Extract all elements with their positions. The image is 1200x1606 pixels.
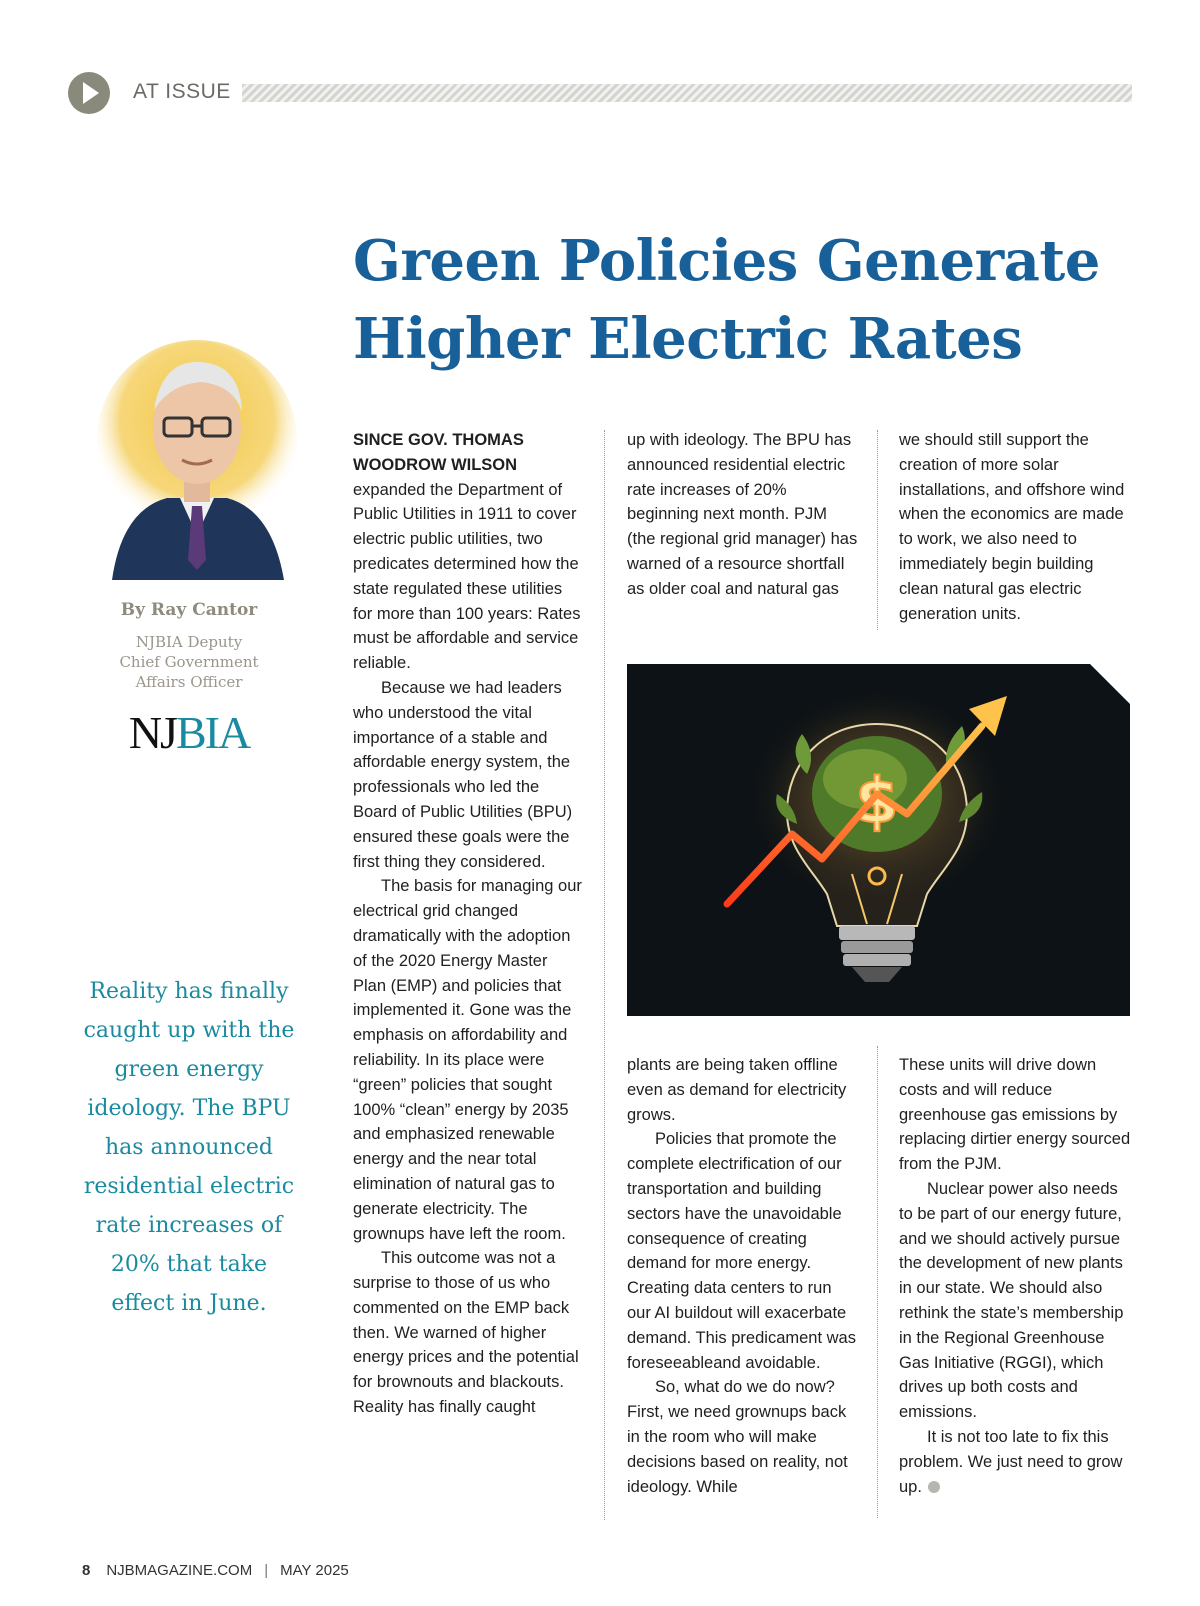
end-of-article-icon xyxy=(928,1481,940,1493)
article-headline xyxy=(353,222,1133,378)
paragraph: This outcome was not a surprise to those of us who commented on the EMP back then. We warned of higher energy prices and the potential for brownouts and blackouts. Reality has finally caught xyxy=(353,1249,579,1417)
footer-separator: | xyxy=(264,1562,269,1579)
paragraph: The basis for managing our electrical grid changed dramatically with the adoption of the 2020 Energy Master Plan (EMP) and policies that implemented it. Gone was the emphasis on affordability and reliability. In its place were “green” policies that sought 100% “clean” energy by 2035 and emphasized renewable energy and the near total elimination of natural gas to generate electricity. The grownups have left the room. xyxy=(353,877,582,1243)
column-rule xyxy=(604,430,605,1520)
magazine-site: NJBMAGAZINE.COM xyxy=(106,1562,253,1579)
article-column-2-bottom xyxy=(627,1053,859,1499)
article-column-3-top xyxy=(899,428,1131,626)
pull-quote: Reality has finally caught up with the green energy ideology. The BPU has announced residential electric rate increases of 20% that take effect in June. xyxy=(83,979,295,1316)
author-title-line: Chief Government xyxy=(119,653,259,671)
paragraph: These units will drive down costs and will reduce greenhouse gas emissions by replacing dirtier energy sourced from the PJM. xyxy=(899,1056,1131,1174)
section-divider-bar xyxy=(242,84,1132,102)
author-title-line: Affairs Officer xyxy=(135,673,243,691)
author-portrait-illustration xyxy=(92,330,302,580)
article-column-1 xyxy=(353,428,585,1420)
paragraph: It is not too late to fix this problem. We just need to grow up. xyxy=(899,1427,1123,1496)
paragraph: up with ideology. The BPU has announced residential electric rate increases of 20% beginning next month. PJM (the regional grid manager) has warned of a resource shortfall as older coal and natural gas xyxy=(627,431,858,598)
paragraph: expanded the Department of Public Utilities in 1911 to cover electric public utilities, two predicates determined how the state regulated these utilities for more than 100 years: Rates must be affordable and service reliable. xyxy=(353,480,581,673)
logo-nj: NJ xyxy=(128,707,176,758)
section-label: AT ISSUE xyxy=(133,80,231,103)
article-column-2-top xyxy=(627,428,859,602)
author-byline: By Ray Cantor xyxy=(120,600,258,620)
page-number: 8 xyxy=(82,1562,91,1579)
article-lead-in: SINCE GOV. THOMAS WOODROW WILSON xyxy=(353,431,524,474)
svg-text:$: $ xyxy=(855,764,899,837)
paragraph: So, what do we do now? First, we need grownups back in the room who will make decisions based on reality, not ideology. While xyxy=(627,1378,848,1496)
headline-line-2: Higher Electric Rates xyxy=(353,306,1023,372)
logo-bia: BIA xyxy=(175,707,250,758)
page-footer xyxy=(82,1562,349,1579)
column-rule xyxy=(877,430,878,630)
author-title xyxy=(96,632,282,692)
paragraph: Nuclear power also needs to be part of our energy future, and we should actively pursue the development of new plants in our state. We should also rethink the state’s membership in the Regional Greenhouse Gas Initiative (RGGI), which drives up both costs and emissions. xyxy=(899,1179,1124,1422)
column-rule xyxy=(877,1046,878,1518)
paragraph: plants are being taken offline even as demand for electricity grows. xyxy=(627,1056,847,1124)
njbia-logo xyxy=(96,706,282,759)
issue-date: MAY 2025 xyxy=(280,1562,349,1579)
article-column-3-bottom xyxy=(899,1053,1131,1499)
paragraph: Because we had leaders who understood the vital importance of a stable and affordable energy system, the professionals who led the Board of Public Utilities (BPU) ensured these goals were the first thing they considered. xyxy=(353,678,573,871)
author-title-line: NJBIA Deputy xyxy=(135,633,243,651)
section-arrow-icon xyxy=(68,72,110,114)
paragraph: Policies that promote the complete electrification of our transportation and building sectors have the unavoidable consequence of creating demand for more energy. Creating data centers to run our AI buildout will exacerbate demand. This predicament was foreseeableand avoidable. xyxy=(627,1130,856,1372)
headline-line-1: Green Policies Generate xyxy=(353,228,1100,294)
paragraph: we should still support the creation of more solar installations, and offshore wind when the economics are made to work, we also need to immediately begin building clean natural gas electric generation units. xyxy=(899,431,1125,623)
lightbulb-rising-arrow-image xyxy=(627,664,1130,1016)
